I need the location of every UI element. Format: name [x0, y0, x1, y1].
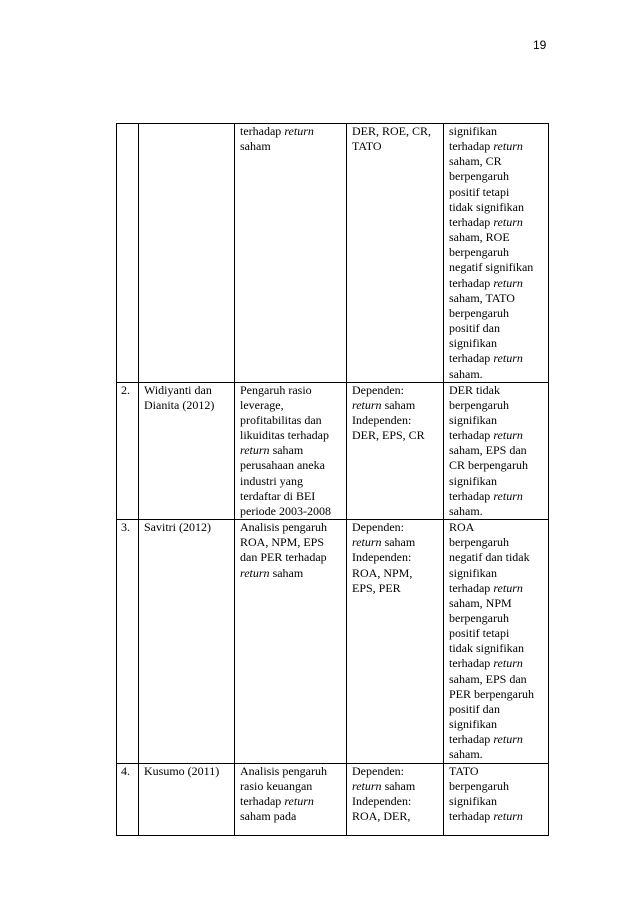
cell-hasil: [444, 124, 549, 383]
cell-hasil: [444, 382, 549, 519]
table-row: [117, 520, 549, 764]
italic-term: return: [493, 214, 523, 229]
cell-judul: [235, 124, 347, 383]
cell-no: [117, 124, 139, 383]
text-run: Dependen:: [352, 763, 404, 778]
italic-term: return: [493, 139, 523, 154]
italic-term: return: [352, 397, 382, 412]
text-run: saham Independen: ROA, NPM, EPS, PER: [352, 535, 416, 595]
italic-term: return: [493, 656, 523, 671]
text-run: DER tidak berpengaruh signifikan terhadap: [449, 382, 509, 443]
text-run: Analisis pengaruh rasio keuangan terhadap: [240, 763, 327, 808]
italic-term: return: [352, 778, 382, 793]
text-run: saham.: [449, 366, 483, 381]
italic-term: return: [240, 565, 270, 580]
cell-hasil: [444, 763, 549, 835]
cell-no: 3.: [117, 520, 139, 764]
table-row: [117, 124, 549, 383]
italic-term: return: [493, 732, 523, 747]
cell-hasil: [444, 520, 549, 764]
text-run: saham.: [449, 503, 483, 518]
italic-term: return: [493, 275, 523, 290]
text-run: saham: [240, 139, 271, 154]
text-run: Pengaruh rasio leverage, profitabilitas dan likuiditas terhadap: [240, 382, 329, 443]
cell-peneliti: Kusumo (2011): [139, 763, 235, 835]
cell-peneliti: [139, 124, 235, 383]
cell-judul: [235, 382, 347, 519]
research-table: [116, 123, 549, 836]
text-run: saham.: [449, 747, 483, 762]
text-run: ROA berpengaruh negatif dan tidak signifikan terhadap: [449, 520, 530, 595]
text-run: terhadap: [240, 124, 285, 138]
italic-term: return: [284, 124, 314, 138]
text-run: saham pada: [240, 809, 297, 824]
table-row: [117, 382, 549, 519]
text-run: saham perusahaan aneka industri yang terdaftar di BEI periode 2003-2008: [240, 443, 331, 518]
cell-variabel: [347, 763, 444, 835]
text-run: saham: [269, 565, 304, 580]
text-run: Dependen:: [352, 520, 404, 535]
text-run: DER, ROE, CR, TATO: [352, 124, 432, 154]
text-run: signifikan terhadap: [449, 124, 497, 154]
italic-term: return: [352, 535, 382, 550]
cell-judul: [235, 520, 347, 764]
text-run: saham, NPM berpengaruh positif tetapi tidak signifikan terhadap: [449, 595, 524, 671]
italic-term: return: [493, 580, 523, 595]
cell-no: 4.: [117, 763, 139, 835]
table-row: [117, 763, 549, 835]
italic-term: return: [493, 428, 523, 443]
text-run: saham Independen: ROA, DER,: [352, 778, 416, 824]
cell-variabel: [347, 382, 444, 519]
italic-term: return: [493, 488, 523, 503]
text-run: saham, TATO berpengaruh positif dan signifikan terhadap: [449, 290, 515, 366]
text-run: saham, EPS dan CR berpengaruh signifikan terhadap: [449, 443, 528, 503]
cell-variabel: [347, 520, 444, 764]
page-number: 19: [533, 38, 547, 52]
italic-term: return: [284, 793, 314, 808]
text-run: saham, CR berpengaruh positif tetapi tidak signifikan terhadap: [449, 154, 524, 229]
cell-variabel: [347, 124, 444, 383]
cell-judul: [235, 763, 347, 835]
text-run: saham, ROE berpengaruh negatif signifikan terhadap: [449, 230, 534, 290]
text-run: saham Independen: DER, EPS, CR: [352, 397, 425, 443]
cell-no: 2.: [117, 382, 139, 519]
text-run: Dependen:: [352, 382, 404, 397]
cell-peneliti: Savitri (2012): [139, 520, 235, 764]
italic-term: return: [493, 809, 523, 824]
italic-term: return: [493, 351, 523, 366]
text-run: saham, EPS dan PER berpengaruh positif dan signifikan terhadap: [449, 671, 534, 747]
text-run: TATO berpengaruh signifikan terhadap: [449, 763, 509, 824]
italic-term: return: [240, 443, 270, 458]
cell-peneliti: Widiyanti dan Dianita (2012): [139, 382, 235, 519]
text-run: Analisis pengaruh ROA, NPM, EPS dan PER terhadap: [240, 520, 327, 565]
